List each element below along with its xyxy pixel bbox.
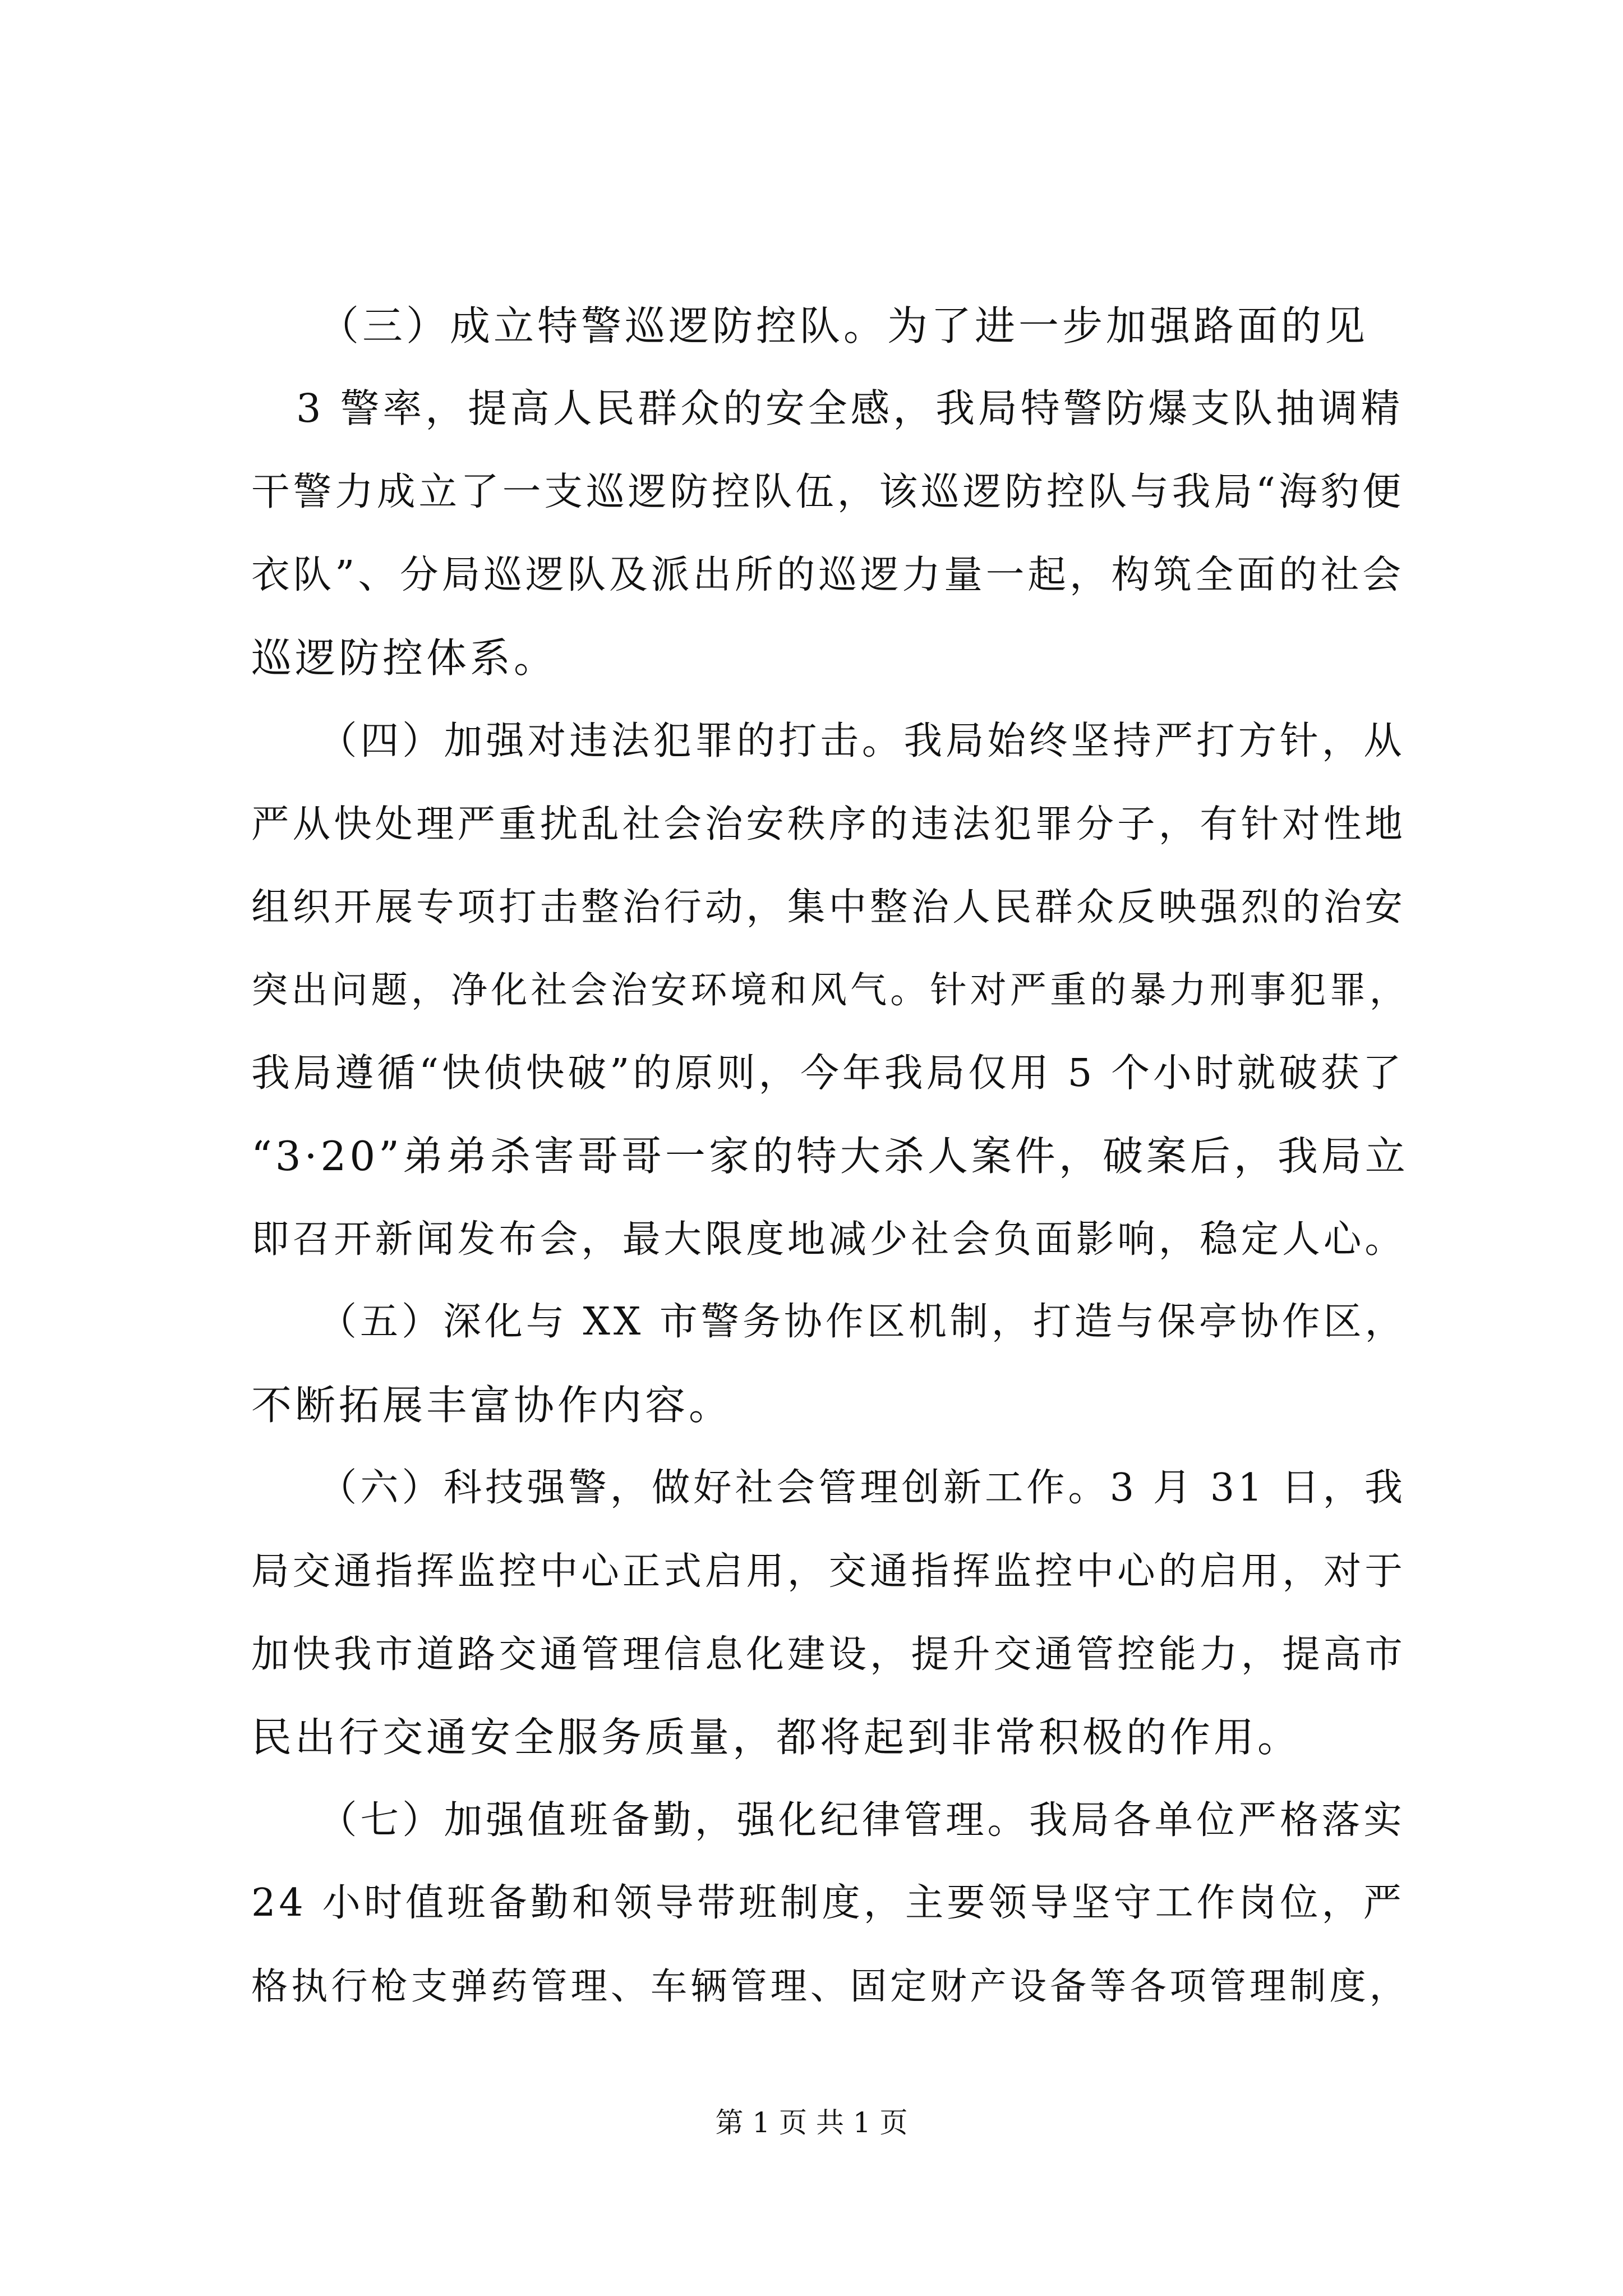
paragraph-line: 即召开新闻发布会，最大限度地减少社会负面影响，稳定人心。 <box>251 1217 1406 1261</box>
paragraph-line: （四）加强对违法犯罪的打击。我局始终坚持严打方针，从 <box>319 719 1405 763</box>
paragraph-line: “3·20”弟弟杀害哥哥一家的特大杀人案件，破案后，我局立 <box>251 1133 1409 1180</box>
paragraph-line: 局交通指挥监控中心正式启用，交通指挥监控中心的启用，对于 <box>251 1549 1406 1593</box>
paragraph-line: 干警力成立了一支巡逻防控队伍，该巡逻防控队与我局“海豹便 <box>251 470 1404 514</box>
paragraph-line: （三）成立特警巡逻防控队。为了进一步加强路面的见 <box>319 302 1369 349</box>
paragraph-line: 突出问题，净化社会治安环境和风气。针对严重的暴力刑事犯罪， <box>251 969 1409 1011</box>
paragraph-line: （六）科技强警，做好社会管理创新工作。3 月 31 日，我 <box>319 1466 1407 1510</box>
paragraph-line: 组织开展专项打击整治行动，集中整治人民群众反映强烈的治安 <box>251 885 1406 929</box>
paragraph-line: 24 小时值班备勤和领导带班制度，主要领导坚守工作岗位，严 <box>251 1881 1405 1925</box>
paragraph-line: （七）加强值班备勤，强化纪律管理。我局各单位严格落实 <box>319 1798 1405 1843</box>
paragraph-line: 不断拓展丰富协作内容。 <box>251 1382 733 1429</box>
paragraph-line: 格执行枪支弹药管理、车辆管理、固定财产设备等各项管理制度， <box>251 1965 1409 2008</box>
paragraph-line: 严从快处理严重扰乱社会治安秩序的违法犯罪分子，有针对性地 <box>251 802 1406 846</box>
paragraph-line: 我局遵循“快侦快破”的原则，今年我局仅用 5 个小时就破获了 <box>251 1051 1405 1096</box>
paragraph-line: 衣队”、分局巡逻队及派出所的巡逻力量一起，构筑全面的社会 <box>251 553 1404 597</box>
paragraph-line: 加快我市道路交通管理信息化建设，提升交通管控能力，提高市 <box>251 1632 1406 1676</box>
paragraph-line: 3 警率，提高人民群众的安全感，我局特警防爆支队抽调精 <box>296 386 1404 431</box>
paragraph-line: 民出行交通安全服务质量，都将起到非常积极的作用。 <box>251 1714 1302 1761</box>
paragraph-line: 巡逻防控体系。 <box>251 634 558 682</box>
paragraph-line: （五）深化与 XX 市警务协作区机制，打造与保亭协作区， <box>319 1300 1407 1344</box>
page-footer: 第 1 页 共 1 页 <box>715 2106 908 2139</box>
